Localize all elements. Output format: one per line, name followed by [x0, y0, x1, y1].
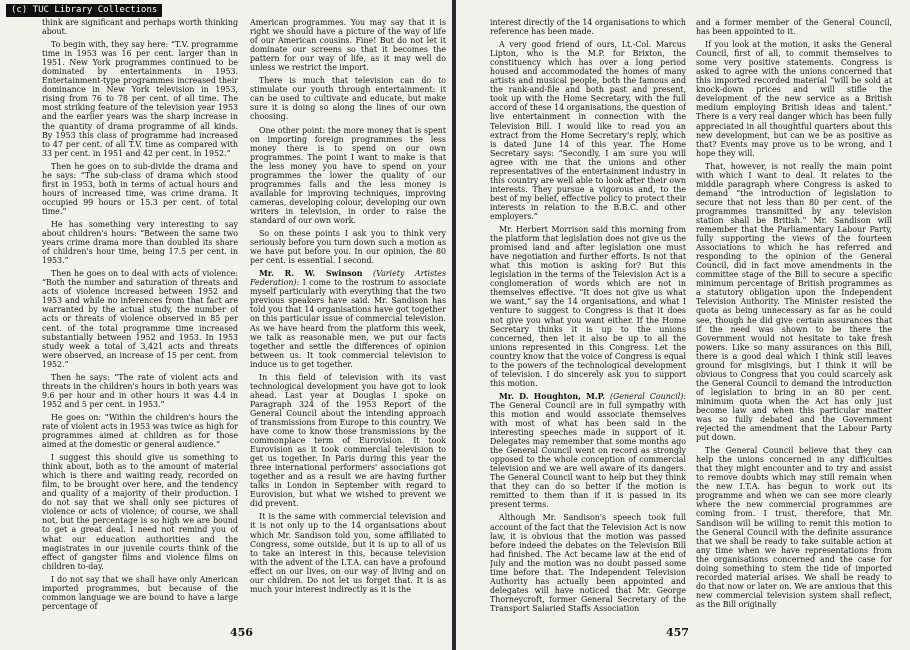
paragraph: To begin with, they say here: “T.V. programme time in 1953 was 16 per cent. larger than in 1951. New York programmes continued to be dominated by entertainments in 1953. Entertainment-type programmes increased their dominance in New York television in 1953, rising from 76 to 78 per cent. of all time. The most striking feature of the television year 1953 and the earlier years was the sharp increase in the quantity of drama programme of all kinds. By 1953 this class of programme had increased to 47 per cent. of all T.V. time as compared with 33 per cent. in 1951 and 42 per cent. in 1952.”	[42, 40, 238, 158]
paragraph: and a former member of the General Council, has been appointed to it.	[696, 18, 892, 37]
right-page	[456, 0, 910, 650]
speaker-organisation: (Variety Artistes Federation)	[250, 269, 446, 288]
paragraph: There is much that television can do to stimulate our youth through entertainment: it can be used to cultivate and educate, but make sure it is doing so along the lines of our own choosing.	[250, 76, 446, 122]
left-page-column-1	[42, 18, 238, 618]
paragraph: Then he says: “The rate of violent acts and threats in the children's hours in both years was 9.6 per hour and in other hours it was 4.4 in 1952 and 5 per cent. in 1953.”	[42, 372, 238, 409]
right-page-column-2	[696, 18, 892, 618]
speaker-name: Mr. R. W. Swinson	[259, 269, 363, 279]
right-page-column-1	[490, 18, 686, 618]
paragraph: interest directly of the 14 organisations to which reference has been made.	[490, 18, 686, 37]
paragraph: think are significant and perhaps worth thinking about.	[42, 18, 238, 37]
paragraph: He goes on: “Within the children's hours the rate of violent acts in 1953 was twice as high for programmes aimed at children as for those aimed at the domestic or general audience.”	[42, 412, 238, 450]
paragraph: I suggest this should give us something to think about, both as to the amount of material which is there and waiting ready, recorded on film, to be brought over here, and the tendency and quality of a majority of their production. I do not say that we shall only see pictures of violence or acts of violence; of course, we shall not, but the percentage is so high we are bound to get a great deal. I need not remind you of what our education authorities and the magistrates in our juvenile courts think of the effect of gangster films and violence films on children to-day.	[42, 453, 238, 571]
left-page-column-2	[250, 18, 446, 618]
paragraph: In this field of television with its vast technological development you have got to look ahead. Last year at Douglas I spoke on Paragraph 324 of the 1953 Report of the General Council about the intending approach of transmissions from Europe to this country. We have come to know those transmissions by the commonplace term of Eurovision. It took Eurovision as it took commercial television to get us together. In Paris during this year the three international performers' associations got together and as a result we are having further talks in London in September with regard to Eurovision, but what we wished to prevent we did prevent.	[250, 372, 446, 509]
paragraph: A very good friend of ours, Lt.-Col. Marcus Lipton, who is the M.P. for Brixton, the constituency which has over a long period housed and accommodated the homes of many artists and musical people, both the famous and the rank-and-file and both past and present, took up with the Home Secretary, with the full accord of these 14 organisations, the question of live entertainment in connection with the Television Bill. I would like to read you an extract from the Home Secretary's reply, which is dated June 14 of this year. The Home Secretary says: “Secondly, I am sure you will agree with me that the unions and other representatives of the entertainment industry in this country are well able to look after their own interests. They pursue a vigorous and, to the best of my belief, effective policy to protect their interests in relation to the B.B.C. and other employers.”	[490, 40, 686, 221]
speech-text: : The General Council are in full sympathy with this motion and would associate themselves with most of what has been said in the interesting speeches made in support of it. Delegates may remember that some months ago the General Council went on record as strongly opposed to the whole conception of commercial television and we are well aware of its dangers. The General Council want to help but they think that they can do so better if the motion is remitted to them than if it is passed in its present terms.	[490, 391, 686, 510]
paragraph: Mr. Herbert Morrison said this morning from the platform that legislation does not give us the promised land and after legislation one must have negotiation and further efforts. Is not that what this motion is asking for? But this legislation in the terms of the Television Act is a conglomeration of words which are not in themselves effective. “It does not give us what we want,” say the 14 organisations, and what I venture to suggest to Congress is that it does not give you what you want either. If the Home Secretary thinks it is up to the unions concerned, then let it also be up to all the unions represented in this Congress. Let the country know that the voice of Congress is equal to the powers of the technological development of television. I do sincerely ask you to support this motion.	[490, 225, 686, 388]
paragraph: One other point: the more money that is spent on importing foreign programmes the less money there is to spend on our own programmes. The point I want to make is that the less money you have to spend on your programmes the lower the quality of our programmes falls and the less money is available for improving techniques, improving cameras, developing colour, developing our own writers in television, in order to raise the standard of our own work.	[250, 125, 446, 225]
paragraph: Then he goes on to deal with acts of violence: “Both the number and saturation of threats and acts of violence increased between 1952 and 1953 and while no inferences from that fact are warranted by the actual study, the number of acts or threats of violence observed in 85 per cent. of the total programme time increased substantially between 1952 and 1953. In 1953 study week a total of 3,421 acts and threats were observed, an increase of 15 per cent. from 1952.”	[42, 269, 238, 369]
paragraph: American programmes. You may say that it is right we should have a picture of the way of life of our American cousins. Fine! But do not let it dominate our screens so that it becomes the pattern for our way of life, as it may well do unless we restrict the import.	[250, 18, 446, 73]
speaker-name: Mr. D. Houghton, M.P.	[499, 391, 605, 401]
paragraph: He has something very interesting to say about children's hours: “Between the same two years crime drama more than doubled its share of children's hour time, being 17.5 per cent. in 1953.”	[42, 219, 238, 266]
paragraph: It is the same with commercial television and it is not only up to the 14 organisations about which Mr. Sandison told you, some affiliated to Congress, some outside, but it is up to all of us to take an interest in this, because television with the advent of the I.T.A. can have a profound effect on our lives, on our way of living and on our children. Do not let us forget that. It is as much your interest indirectly as it is the	[250, 512, 446, 594]
paragraph: So on these points I ask you to think very seriously before you turn down such a motion as we have put before you. In our opinion, the 80 per cent. is essential. I second.	[250, 229, 446, 266]
paragraph: That, however, is not really the main point with which I want to deal. It relates to the middle paragraph where Congress is asked to demand “the introduction of legislation to secure that not less than 80 per cent. of the programmes transmitted by any television station shall be British.” Mr. Sandison will remember that the Parliamentary Labour Party, fully supporting the views of the fourteen Associations to which he has referred and responding to the opinion of the General Council, did in fact move amendments in the committee stage of the Bill to secure a specific minimum percentage of British programmes as a statutory obligation upon the Independent Television Authority. The Minister resisted the quota as being unnecessary as far as he could see, though he did give certain assurances that if the need was shown to be there the Government would not hesitate to take fresh powers. Like so many assurances on this Bill, there is a good deal which I think still leaves ground for misgivings, but I think it will be obvious to Congress that you could scarcely ask the General Council to demand the introduction of legislation to bring in an 80 per cent. minimum quota when the Act has only just become law and when this particular matter was so fully debated and the Government rejected the amendment that the Labour Party put down.	[696, 161, 892, 443]
paragraph: Although Mr. Sandison's speech took full account of the fact that the Television Act is now law, it is obvious that the motion was passed before indeed the debates on the Television Bill had finished. The Act became law at the end of July and the motion was no doubt passed some time before that. The Independent Television Authority has actually been appointed and delegates will have noticed that Mr. George Thorneycroft, former General Secretary of the Transport Salaried Staffs Association	[490, 513, 686, 613]
speech-houghton	[490, 392, 686, 510]
speaker-organisation: (General Council)	[610, 391, 684, 401]
speech-swinson	[250, 269, 446, 369]
paragraph: If you look at the motion, it asks the General Council, first of all, to commit themselves to some very positive statements. Congress is asked to agree with the unions concerned that this imported recorded material “will be sold at knock-down prices and will stifle the development of the new service as a British medium employing British ideas and talent.” There is a very real danger which has been fully appreciated in all thoughtful quarters about this new development, but can we be as positive as that? Events may prove us to be wrong, and I hope they will.	[696, 40, 892, 158]
paragraph: The General Council believe that they can help the unions concerned in any difficulties that they might encounter and to try and assist to remove doubts which may still remain when the new I.T.A. has begun to work out its programme and when we can see more clearly where the new commercial programmes are coming from. I trust, therefore, that Mr. Sandison will be willing to remit this motion to the General Council with the definite assurance that we shall be ready to take suitable action at any time when we have representations from the organisations concerned and the case for doing something to stem the tide of imported recorded material arises. We shall be ready to do that now or later on. We are anxious that this new commercial television system shall reflect, as the Bill originally	[696, 446, 892, 609]
paragraph: I do not say that we shall have only American imported programmes, but because of the common language we are bound to have a large percentage of	[42, 574, 238, 611]
speech-text: : I come to the rostrum to associate myself particularly with everything that the two previous speakers have said. Mr. Sandison has told you that 14 organisations have got together on this particular issue of commercial television. As we have heard from the platform this week, we talk as reasonable men, we put our facts together and settle the differences of opinion between us. It took commercial television to induce us to get together.	[250, 278, 446, 369]
watermark: (c) TUC Library Collections	[6, 4, 162, 17]
paragraph: Then he goes on to sub-divide the drama and he says: “The sub-class of drama which stood first in 1953, both in terms of actual hours and hours of increased time, was crime drama. It occupied 99 hours or 15.3 per cent. of total time.”	[42, 161, 238, 216]
page-number: 456	[230, 626, 253, 639]
left-page	[0, 0, 452, 650]
page-number: 457	[666, 626, 689, 639]
